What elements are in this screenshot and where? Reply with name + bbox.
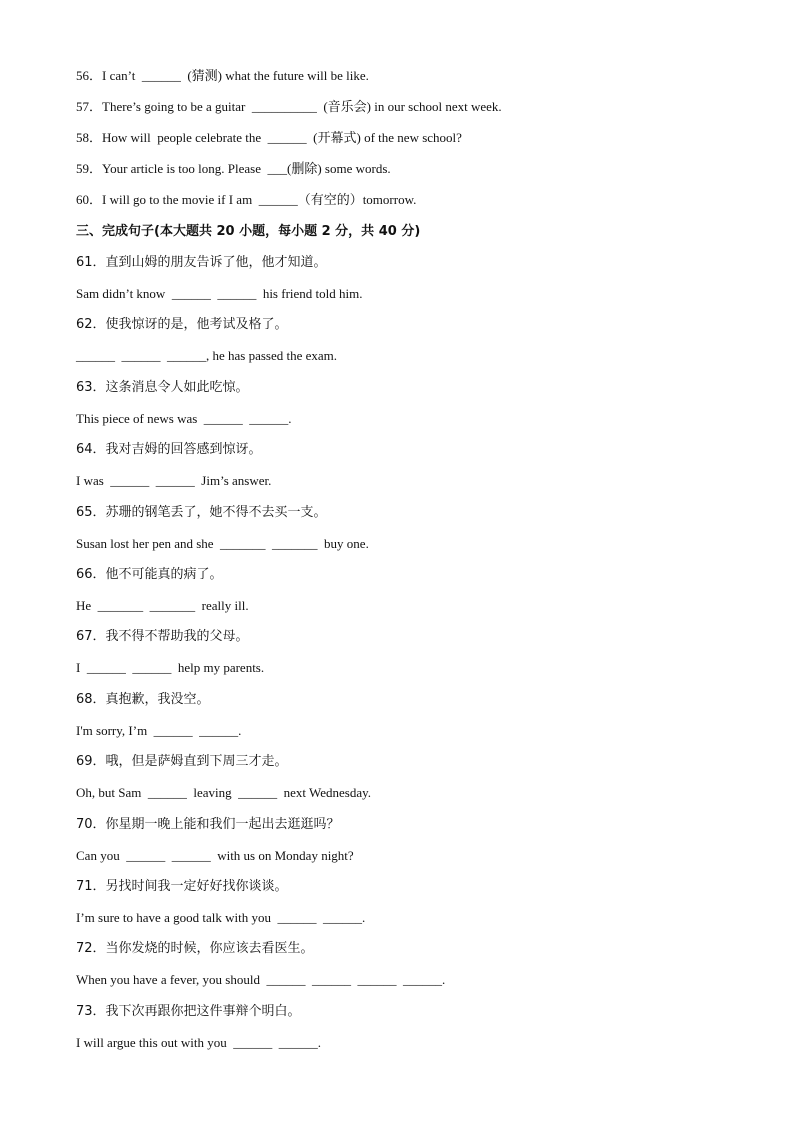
question-59: 59．Your article is too long. Please ___(删除) some words.: [76, 161, 391, 176]
question-64-prompt: 64．我对吉姆的回答感到惊讶。: [76, 442, 262, 457]
question-70-answer: Can you ______ ______ with us on Monday night?: [76, 848, 354, 863]
question-56: 56．I can’t ______ (猜测) what the future will be like.: [76, 68, 369, 83]
question-69-prompt: 69．哦，但是萨姆直到下周三才走。: [76, 754, 288, 769]
question-65-answer: Susan lost her pen and she _______ _______ buy one.: [76, 536, 369, 551]
question-68-answer: I'm sorry, I’m ______ ______.: [76, 723, 242, 738]
question-66-prompt: 66．他不可能真的病了。: [76, 567, 223, 582]
question-57: 57．There’s going to be a guitar __________ (音乐会) in our school next week.: [76, 99, 502, 114]
question-58: 58．How will people celebrate the ______ (开幕式) of the new school?: [76, 130, 462, 145]
question-61-answer: Sam didn’t know ______ ______ his friend told him.: [76, 286, 363, 301]
question-69-answer: Oh, but Sam ______ leaving ______ next Wednesday.: [76, 785, 372, 800]
question-73-prompt: 73．我下次再跟你把这件事辩个明白。: [76, 1004, 301, 1019]
question-61-prompt: 61．直到山姆的朋友告诉了他，他才知道。: [76, 255, 327, 270]
question-63-prompt: 63．这条消息令人如此吃惊。: [76, 380, 249, 395]
question-66-answer: He _______ _______ really ill.: [76, 598, 249, 613]
question-60: 60．I will go to the movie if I am ______（有空的）tomorrow.: [76, 192, 417, 207]
question-62-prompt: 62．使我惊讶的是，他考试及格了。: [76, 317, 288, 332]
question-63-answer: This piece of news was ______ ______.: [76, 411, 292, 426]
question-72-prompt: 72．当你发烧的时候，你应该去看医生。: [76, 941, 314, 956]
question-65-prompt: 65．苏珊的钢笔丢了，她不得不去买一支。: [76, 505, 327, 520]
question-71-prompt: 71．另找时间我一定好好找你谈谈。: [76, 879, 288, 894]
section-heading: 三、完成句子(本大题共 20 小题，每小题 2 分，共 40 分): [76, 224, 421, 239]
question-67-prompt: 67．我不得不帮助我的父母。: [76, 629, 249, 644]
question-72-answer: When you have a fever, you should ______ ______ ______ ______.: [76, 972, 446, 987]
question-67-answer: I ______ ______ help my parents.: [76, 660, 265, 675]
question-68-prompt: 68．真抱歉，我没空。: [76, 692, 210, 707]
question-71-answer: I’m sure to have a good talk with you ______ ______.: [76, 910, 366, 925]
question-73-answer: I will argue this out with you ______ ______.: [76, 1035, 321, 1050]
question-64-answer: I was ______ ______ Jim’s answer.: [76, 473, 272, 488]
question-70-prompt: 70．你星期一晚上能和我们一起出去逛逛吗？: [76, 817, 340, 832]
question-62-answer: ______ ______ ______, he has passed the exam.: [76, 348, 338, 363]
